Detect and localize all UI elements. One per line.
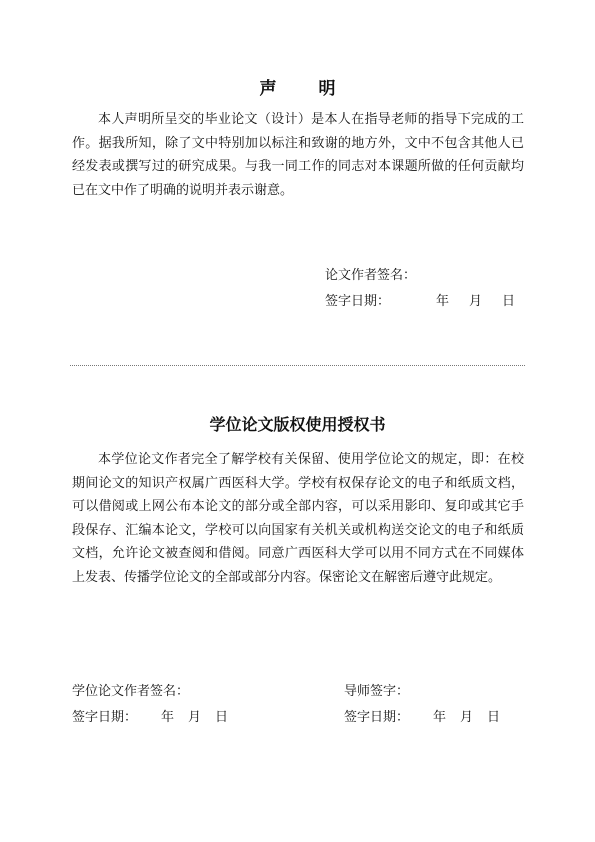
- declaration-year-label: 年: [436, 294, 450, 309]
- section-divider: [70, 365, 525, 366]
- student-signature-line: [72, 682, 189, 702]
- student-month-label: 月: [188, 710, 202, 725]
- student-date-line: [72, 708, 228, 728]
- advisor-day-label: 日: [487, 710, 501, 725]
- declaration-body: 本人声明所呈交的毕业论文（设计）是本人在指导老师的指导下完成的工作。据我所知，除了文中特别加以标注和致谢的地方外，文中不包含其他人已经发表或撰写过的研究成果。与我一同工作的同志对本课题所做的任何贡献均已在文中作了明确的说明并表示谢意。: [72, 112, 524, 198]
- declaration-title-char-1: 声: [259, 79, 277, 99]
- declaration-title: [0, 74, 595, 99]
- authorization-title: 学位论文版权使用授权书: [209, 415, 386, 434]
- advisor-signature-label: 导师签字：: [344, 684, 410, 699]
- declaration-day-label: 日: [502, 294, 516, 309]
- author-signature-label: 论文作者签名：: [325, 268, 417, 283]
- declaration-month-label: 月: [469, 294, 483, 309]
- student-date-label: 签字日期：: [72, 710, 138, 725]
- declaration-date-line: [325, 292, 515, 312]
- advisor-signature-line: [344, 682, 409, 702]
- advisor-month-label: 月: [460, 710, 474, 725]
- declaration-date-label: 签字日期：: [325, 294, 391, 309]
- student-day-label: 日: [215, 710, 229, 725]
- author-signature-line: [325, 266, 416, 286]
- advisor-year-label: 年: [433, 710, 447, 725]
- declaration-title-char-2: 明: [318, 79, 336, 99]
- advisor-date-line: [344, 708, 500, 728]
- student-year-label: 年: [161, 710, 175, 725]
- student-signature-label: 学位论文作者签名：: [72, 684, 190, 699]
- authorization-body: 本学位论文作者完全了解学校有关保留、使用学位论文的规定，即：在校期间论文的知识产权属广西医科大学。学校有权保存论文的电子和纸质文档，可以借阅或上网公布本论文的部分或全部内容，可以采用影印、复印或其它手段保存、汇编本论文，学校可以向国家有关机关或机构送交论文的电子和纸质文档，允许论文被查阅和借阅。同意广西医科大学可以用不同方式在不同媒体上发表、传播学位论文的全部或部分内容。保密论文在解密后遵守此规定。: [72, 452, 524, 585]
- advisor-date-label: 签字日期：: [344, 710, 410, 725]
